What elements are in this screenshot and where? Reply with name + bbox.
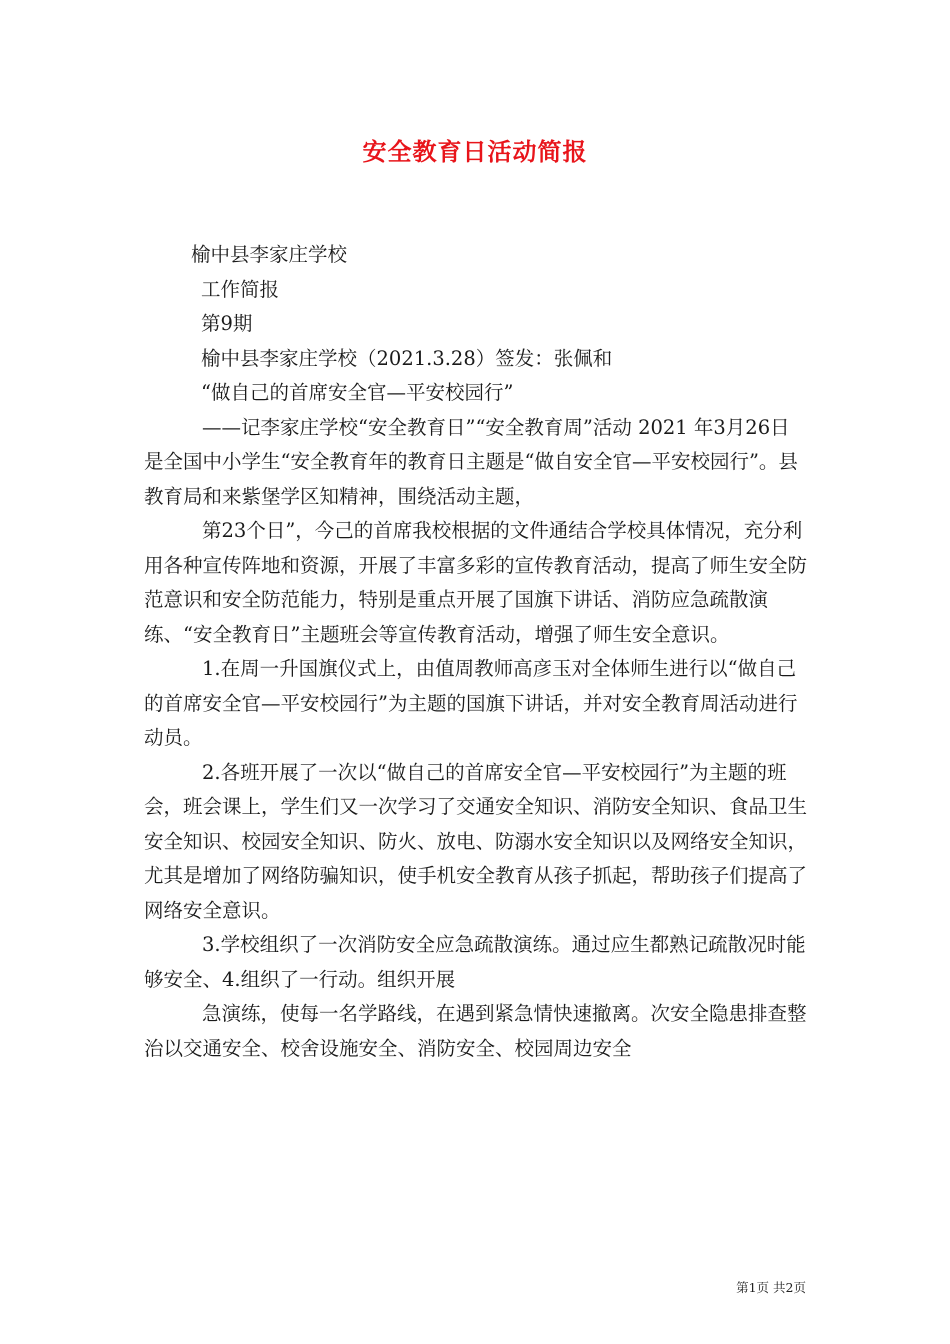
paragraph-item-1: 1.在周一升国旗仪式上，由值周教师高彦玉对全体师生进行以“做自己的首席安全官—平安校园行”为主题的国旗下讲话，并对安全教育周活动进行动员。 (144, 657, 798, 749)
document-title: 安全教育日活动简报 (362, 138, 588, 166)
paragraph-item-3: 3.学校组织了一次消防安全应急疏散演练。通过应生都熟记疏散况时能够安全、4.组织了一行动。组织开展 (144, 933, 806, 991)
paragraph-item-continued: 急演练，使每一名学路线，在遇到紧急情快速撤离。次安全隐患排查整治以交通安全、校舍设施安全、消防安全、校园周边安全 (144, 1002, 807, 1060)
school-name-line: 榆中县李家庄学校 (191, 243, 348, 266)
paragraph-intro: ——记李家庄学校“安全教育日”“安全教育周”活动 2021 年3月26日是全国中小学生“安全教育年的教育日主题是“做自安全官—平安校园行”。县教育局和来紫堡学区知精神，围绕活动主题， (144, 415, 798, 508)
bulletin-type-line: 工作简报 (201, 277, 280, 301)
page-number: 第1页 共2页 (736, 1280, 806, 1295)
document-body (144, 238, 808, 1066)
paragraph-overview: 第23个日”，今己的首席我校根据的文件通结合学校具体情况，充分利用各种宣传阵地和资源，开展了丰富多彩的宣传教育活动，提高了师生安全防范意识和安全防范能力，特别是重点开展了国旗下讲话、消防应急疏散演练、“安全教育日”主题班会等宣传教育活动，增强了师生安全意识。 (144, 519, 808, 646)
issuer-line: 榆中县李家庄学校（2021.3.28）签发：张佩和 (201, 346, 613, 370)
issue-number-line: 第9期 (201, 312, 253, 335)
theme-line: “做自己的首席安全官—平安校园行” (201, 381, 514, 404)
paragraph-item-2: 2.各班开展了一次以“做自己的首席安全官—平安校园行”为主题的班会，班会课上，学生们又一次学习了交通安全知识、消防安全知识、食品卫生安全知识、校园安全知识、防火、放电、防溺水安全知识以及网络安全知识，尤其是增加了网络防骗知识，使手机安全教育从孩子抓起，帮助孩子们提高了网络安全意识。 (144, 760, 808, 922)
